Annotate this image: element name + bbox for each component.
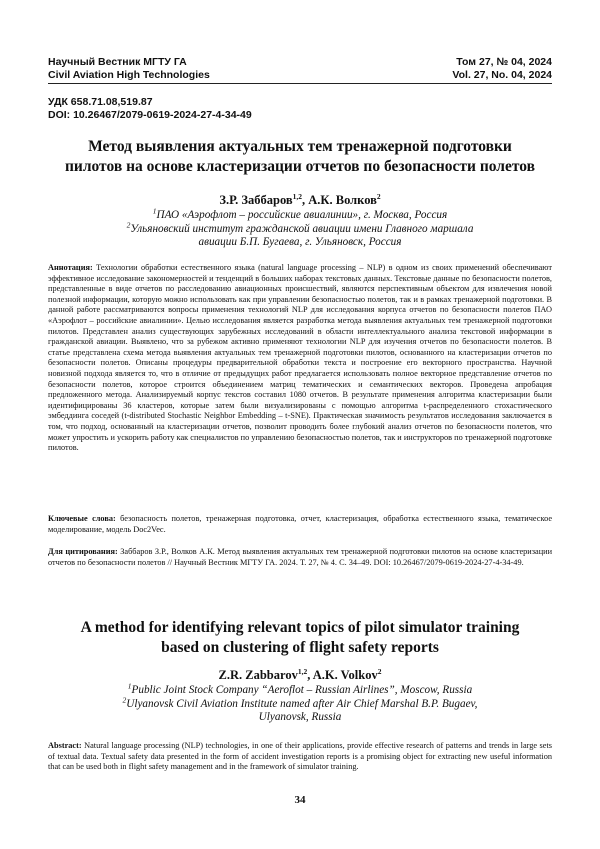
journal-title-en: Civil Aviation High Technologies — [48, 69, 210, 81]
affiliation-text: Ульяновский институт гражданской авиации имени Главного маршала — [130, 222, 474, 235]
affiliation — [70, 694, 530, 712]
affiliation: Ulyanovsk, Russia — [258, 711, 342, 723]
affiliation-text: Public Joint Stock Company “Aeroflot – Russian Airlines”, Moscow, Russia — [131, 684, 473, 696]
author-name: З.Р. Заббаров — [219, 193, 293, 207]
abstract-label: Abstract: — [48, 741, 82, 750]
author-sup: 1,2 — [297, 666, 308, 676]
keywords-text: безопасность полетов, тренажерная подготовка, отчет, кластеризация, обработка естественного языка, тематическое моделирование, модель Doc2Vec. — [48, 514, 553, 534]
affiliations-en — [70, 681, 530, 725]
page-number: 34 — [294, 794, 306, 806]
title-en — [48, 618, 552, 658]
author-name: A.K. Volkov — [312, 668, 378, 682]
citation-text: Заббаров З.Р., Волков А.К. Метод выявления актуальных тем тренажерной подготовки пилотов на основе кластеризации отчетов по безопасности полетов // Научный Вестник МГТУ ГА. 2024. Т. 27, № 4. С. 34–49. DOI: 10.26467/2079-0619-2024-27-4-34-49. — [48, 547, 553, 567]
affiliation-sup: 1 — [127, 681, 132, 691]
abstract-ru — [48, 263, 552, 454]
title-en-line: A method for identifying relevant topics of pilot simulator training — [80, 619, 520, 636]
affiliations-ru — [70, 206, 530, 250]
author-name: А.К. Волков — [308, 193, 377, 207]
author-sup: 2 — [377, 666, 382, 676]
running-header — [48, 56, 552, 82]
abstract-text: Технологии обработки естественного языка (natural language processing – NLP) в одном из своих применений обеспечивают эффективное исследование закономерностей и тенденций в больших наборах текстовых данных. Текстовые данные по безопасности полетов, представленные в виде отчетов по расследованию авиационных происшествий, являются перспективным объектом для извлечения новой полезной информации, которую можно использовать как при управлении безопасностью полетов, так и в рамках тренажерной подготовки. В данной работе рассматриваются вопросы применения технологий NLP для исследования корпуса отчетов по безопасности полетов ПАО «Аэрофлот – российские авиалинии». Целью исследования является разработка метода выявления актуальных тем тренажерной подготовки пилотов. Представлен анализ существующих зарубежных исследований в области интеллектуального анализа текстовой информации в гражданской авиации. Выявлено, что за рубежом активно применяют технологии NLP для изучения отчетов по безопасности полетов. В статье представлена схема метода выявления актуальных тем тренажерной подготовки пилотов, основанного на кластеризации отчетов по безопасности полетов. Описаны процедуры предварительной обработки текста и построение его векторного пространства. Научной новизной подхода является то, что в отличие от предыдущих работ предлагается использовать полное векторное представление отчетов по безопасности полетов, которое строится объединением матриц тематических и семантических векторов. Проведена апробация предложенного метода. Анализируемый корпус текстов составил 1080 отчетов. В результате применения алгоритма кластеризации были идентифицированы 36 кластеров, которые затем были визуализированы с помощью алгоритма t-распределенного стохастического эмбеддинга соседей (t-distributed Stochastic Neighbor Embedding – t-SNE). Практическая значимость результатов исследования заключается в том, что подход, основанный на кластеризации отчетов, позволит проводить более глубокий анализ отчетов по безопасности полетов, что может упростить и ускорить работу как специалистов по управлению безопасностью полетов, так и инструкторов по тренажерной подготовке пилотов. — [48, 263, 552, 453]
article-identifiers — [48, 96, 252, 122]
title-ru-line: пилотов на основе кластеризации отчетов по безопасности полетов — [64, 158, 536, 175]
journal-title-ru: Научный Вестник МГТУ ГА — [48, 56, 187, 68]
abstract-label: Аннотация: — [48, 263, 93, 272]
keywords-label: Ключевые слова: — [48, 514, 116, 523]
abstract-text: Natural language processing (NLP) technologies, in one of their applications, provide effective research of patterns and trends in large sets of textual data. Textual safety data presented in the form of accident investigation reports is a promising object for extracting new useful information that can be used both in flight safety management and in the framework of simulator training. — [48, 741, 553, 772]
authors-ru — [48, 193, 552, 208]
abstract-en — [48, 741, 552, 773]
title-ru-line: Метод выявления актуальных тем тренажерной подготовки — [88, 138, 512, 155]
affiliation — [70, 681, 530, 698]
affiliation-text: ПАО «Аэрофлот – российские авиалинии», г. Москва, Россия — [156, 209, 448, 221]
affiliation-sup: 2 — [126, 219, 131, 229]
keywords-ru — [48, 514, 552, 535]
author-sup: 1,2 — [292, 191, 303, 201]
author-name: Z.R. Zabbarov — [218, 668, 298, 682]
authors-en — [48, 668, 552, 683]
volume-en: Vol. 27, No. 04, 2024 — [452, 69, 552, 81]
affiliation — [70, 206, 530, 223]
author-sup: 2 — [376, 191, 381, 201]
author-separator: , — [307, 668, 313, 682]
affiliation — [70, 219, 530, 237]
doi: DOI: 10.26467/2079-0619-2024-27-4-34-49 — [48, 109, 252, 121]
udc-code: УДК 658.71.08,519.87 — [48, 96, 153, 108]
affiliation: авиации Б.П. Бугаева, г. Ульяновск, Россия — [198, 236, 402, 248]
header-rule — [48, 83, 552, 84]
affiliation-sup: 1 — [152, 206, 157, 216]
affiliation-sup: 2 — [122, 694, 127, 704]
citation-label: Для цитирования: — [48, 547, 118, 556]
title-ru — [48, 137, 552, 177]
title-en-line: based on clustering of flight safety reports — [161, 639, 439, 656]
citation-ru — [48, 547, 552, 568]
volume-ru: Том 27, № 04, 2024 — [456, 56, 552, 68]
affiliation-text: Ulyanovsk Civil Aviation Institute named after Air Chief Marshal B.P. Bugaev, — [126, 697, 478, 710]
author-separator: , — [302, 193, 309, 207]
